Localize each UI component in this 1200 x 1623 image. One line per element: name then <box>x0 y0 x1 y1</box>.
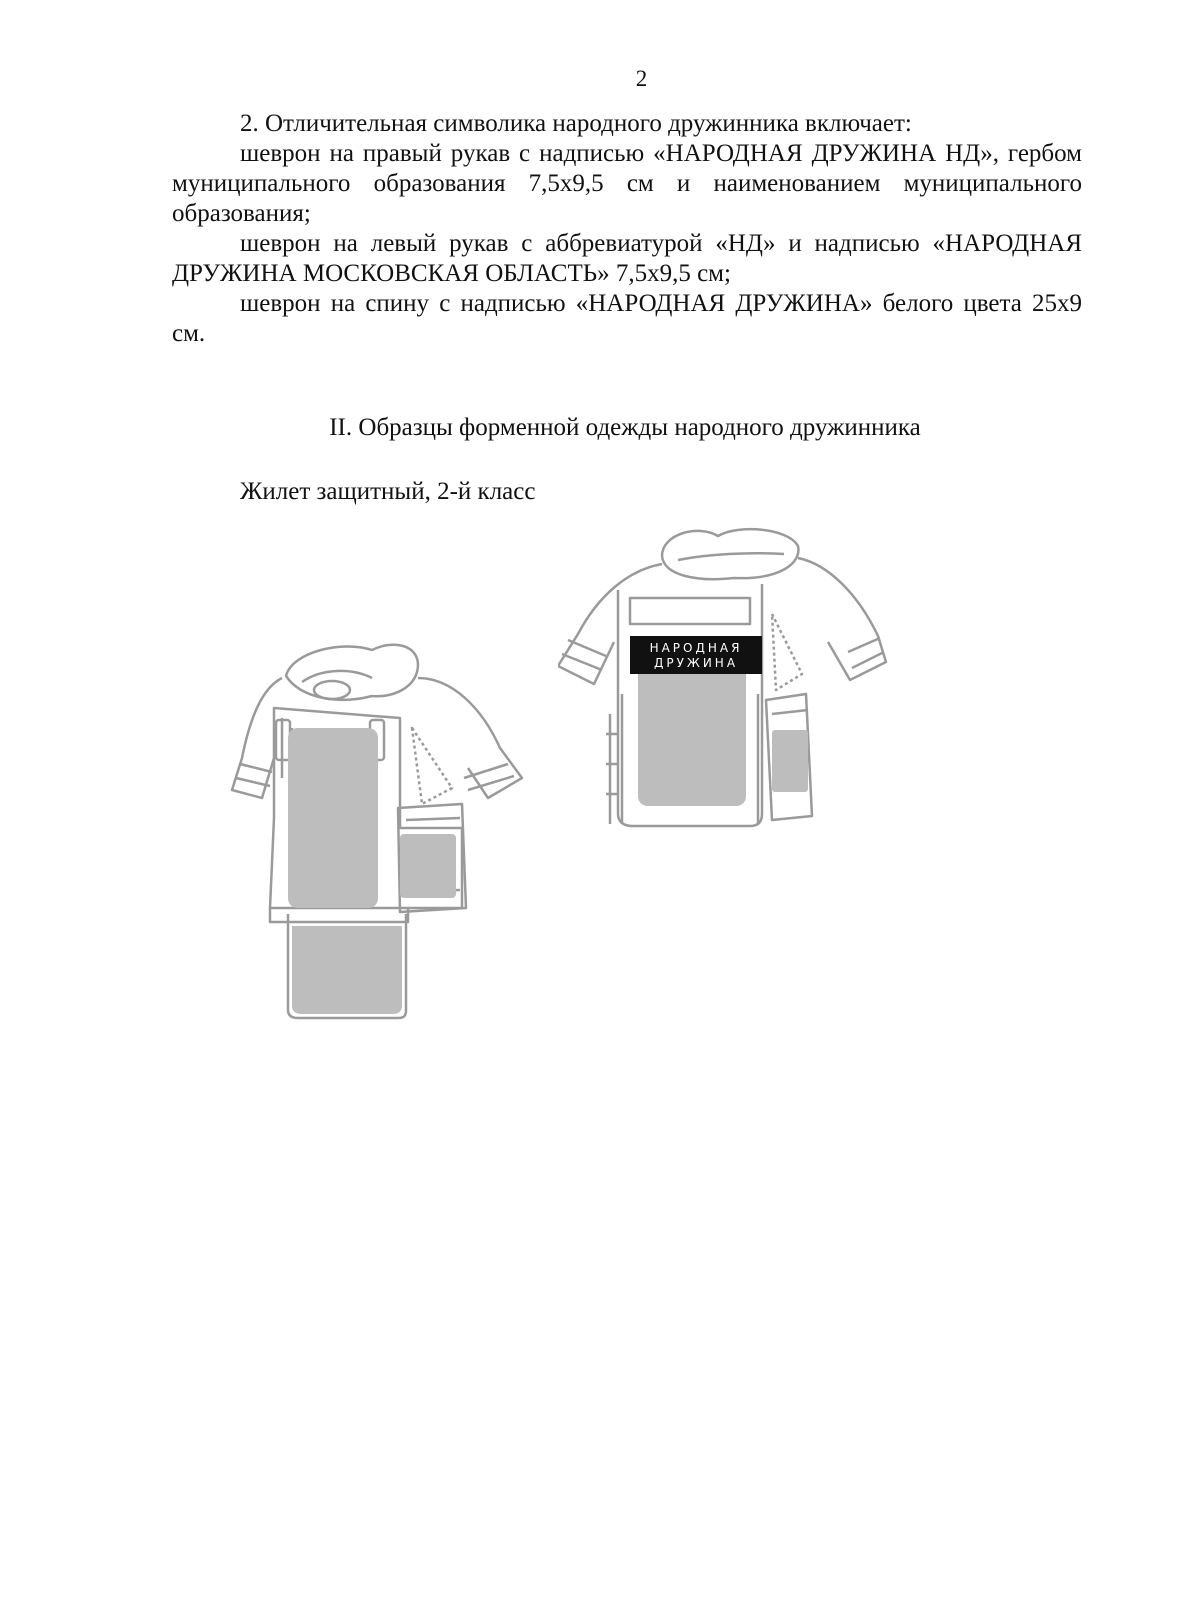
vest-front-drawing <box>222 638 542 1028</box>
paragraph-1: 2. Отличительная символика народного дружинника включает: <box>240 110 912 137</box>
body-text <box>172 109 1082 349</box>
paragraph-3: шеврон на левый рукав с аббревиатурой «НД» и надписью «НАРОДНАЯ ДРУЖИНА МОСКОВСКАЯ ОБЛАСТЬ» 7,5х9,5 см; <box>172 230 1082 287</box>
vest-back-illustration <box>558 524 894 840</box>
figure-caption: Жилет защитный, 2-й класс <box>240 478 536 505</box>
patch-line-1: НАРОДНАЯ <box>649 641 743 655</box>
paragraph-2: шеврон на правый рукав с надписью «НАРОДНАЯ ДРУЖИНА НД», гербом муниципального образования 7,5х9,5 см и наименованием муниципального образования; <box>172 140 1082 227</box>
vest-back-drawing <box>558 524 894 840</box>
patch-line-2: ДРУЖИНА <box>653 656 739 670</box>
page-number: 2 <box>635 66 648 91</box>
paragraph-4: шеврон на спину с надписью «НАРОДНАЯ ДРУЖИНА» белого цвета 25х9 см. <box>172 290 1082 347</box>
section-heading: II. Образцы форменной одежды народного дружинника <box>329 414 921 441</box>
vest-front-illustration <box>222 638 542 1028</box>
